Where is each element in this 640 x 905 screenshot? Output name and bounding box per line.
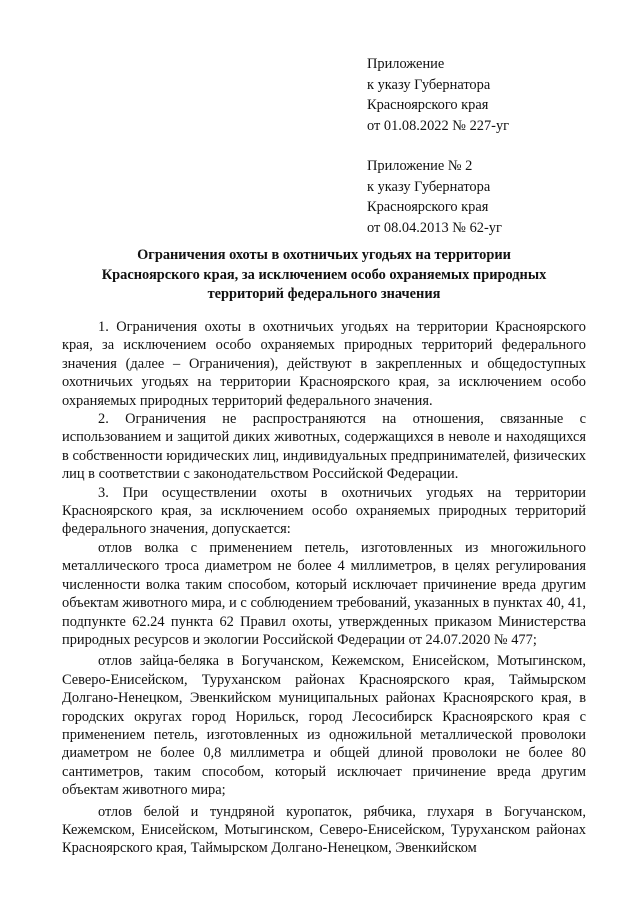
appendix-header (367, 54, 607, 258)
appendix-original-line: к указу Губернатора (367, 178, 491, 195)
paragraph-3: 3. При осуществлении охоты в охотничьих угодьях на территории Красноярского края, за исключением особо охраняемых природных территорий федерального значения, допускается: (62, 484, 586, 538)
title-line: Ограничения охоты в охотничьих угодьях на территории (137, 247, 511, 263)
paragraph-hare-trapping: отлов зайца-беляка в Богучанском, Кежемском, Енисейском, Мотыгинском, Северо-Енисейском, Туруханском районах Красноярского края, Таймырском Долгано-Ненецком, Эвенкийском муниципальных районах Красноярского края, в городских округах город Норильск, город Лесосибирск Красноярского края с применением петель, изготовленных из одножильной металлической проволоки диаметром не более 0,8 миллиметра и общей длиной проволоки не более 80 сантиметров, таким способом, который исключает причинение вреда другим объектам животного мира; (62, 653, 586, 799)
document-body (62, 318, 586, 858)
title-line: Красноярского края, за исключением особо охраняемых природных (101, 266, 547, 283)
title-line: территорий федерального значения (207, 286, 441, 302)
document-title (74, 246, 574, 305)
paragraph-1: 1. Ограничения охоты в охотничьих угодьях на территории Красноярского края, за исключением особо охраняемых природных территорий федерального значения (далее – Ограничения), действуют в закрепленных и общедоступных охотничьих угодьях на территории Красноярского края, за исключением особо охраняемых природных территорий федерального значения. (62, 319, 586, 409)
paragraph-2: 2. Ограничения не распространяются на отношения, связанные с использованием и защитой диких животных, содержащихся в неволе и находящихся в собственности юридических лиц, индивидуальных предпринимателей, физических лиц в соответствии с законодательством Российской Федерации. (62, 411, 586, 483)
appendix-original-line: Приложение № 2 (367, 158, 473, 174)
appendix-original-line: Красноярского края (367, 199, 489, 215)
paragraph-grouse-trapping: отлов белой и тундряной куропаток, рябчика, глухаря в Богучанском, Кежемском, Енисейском, Мотыгинском, Северо-Енисейском, Туруханском районах Красноярского края, Таймырском Долгано-Ненецком, Эвенкийском (62, 803, 586, 857)
appendix-current-line: Красноярского края (367, 97, 489, 113)
appendix-current (367, 54, 607, 136)
appendix-current-line: от 01.08.2022 № 227-уг (367, 117, 510, 134)
paragraph-wolf-trapping: отлов волка с применением петель, изготовленных из многожильного металлического троса диаметром не более 4 миллиметров, в целях регулирования численности волка таким способом, который исключает причинение вреда другим объектам животного мира, и с соблюдением требований, указанных в пунктах 40, 41, подпункте 62.24 пункта 62 Правил охоты, утвержденных приказом Министерства природных ресурсов и экологии Российской Федерации от 24.07.2020 № 477; (62, 539, 586, 648)
appendix-current-line: Приложение (367, 56, 445, 72)
appendix-original-line: от 08.04.2013 № 62-уг (367, 219, 502, 236)
appendix-current-line: к указу Губернатора (367, 76, 491, 93)
appendix-original (367, 156, 607, 238)
